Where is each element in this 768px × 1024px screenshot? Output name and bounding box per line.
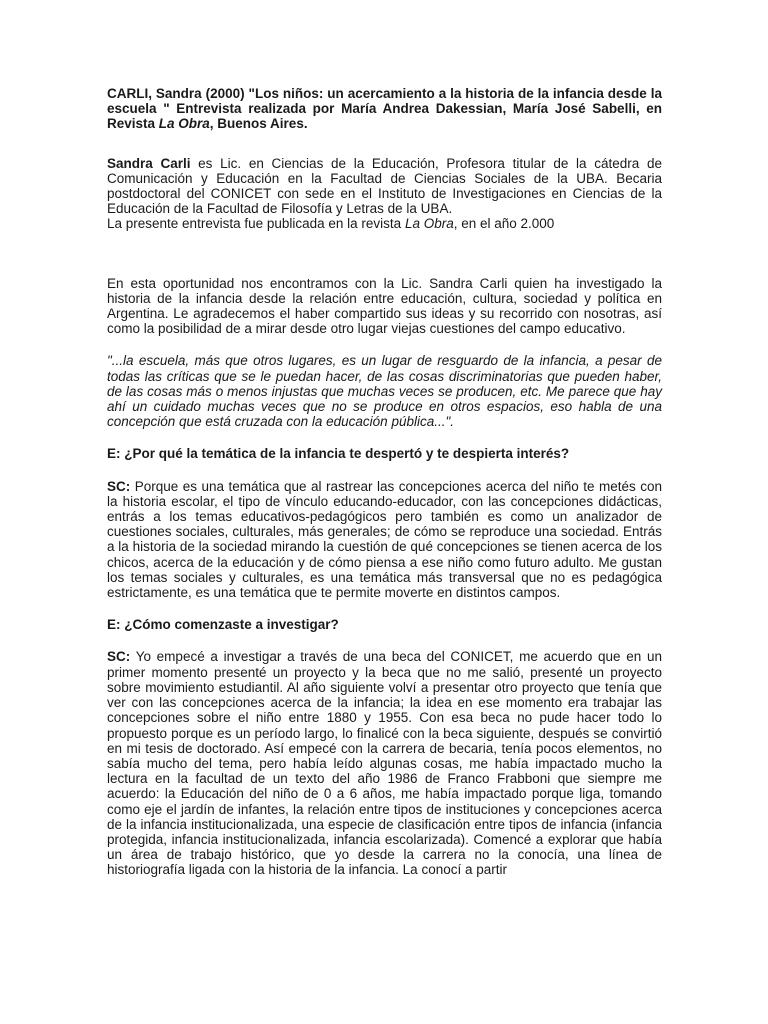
publication-year: , en el año 2.000 bbox=[453, 216, 555, 232]
publication-journal: La Obra bbox=[404, 216, 454, 232]
pull-quote: "...la escuela, más que otros lugares, es un lugar de resguardo de la infancia, a pesar de todas las críticas que se le puedan hacer, de las cosas discriminatorias que pueden haber, de las cosas más o menos injustas que muchas veces se producen, etc. Me parece que hay ahí un cuidado muchas veces que no se produce en otros espacios, eso habla de una concepción que está cruzada con la educación pública...". bbox=[107, 353, 662, 430]
citation-header bbox=[107, 86, 662, 132]
interview-question: E: ¿Cómo comenzaste a investigar? bbox=[107, 617, 339, 633]
journal-title: La Obra bbox=[158, 116, 210, 132]
answer-text: Porque es una temática que al rastrear las concepciones acerca del niño te metés con la historia escolar, el tipo de vínculo educando-educador, con las concepciones didácticas, entrás a los temas educativos-pedagógicos pero también es como un analizador de cuestiones sociales, culturales, más generales; de cómo se reproduce una sociedad. Entrás a la historia de la sociedad mirando la cuestión de qué concepciones se tienen acerca de los chicos, acerca de la educación y de cómo piensa a ese niño como futuro adulto. Me gustan los temas sociales y culturales, es una temática más transversal que no es pedagógica estrictamente, es una temática que te permite moverte en distintos campos. bbox=[107, 478, 662, 601]
interview-answer bbox=[107, 479, 662, 601]
author-bio-text: es Lic. en Ciencias de la Educación, Profesora titular de la cátedra de Comunicación y Educación en la Facultad de Ciencias Sociales de la UBA. Becaria postdoctoral del CONICET con sede en el Instituto de Investigaciones en Ciencias de la Educación de la Facultad de Filosofía y Letras de la UBA. bbox=[107, 155, 662, 217]
answer-text: Yo empecé a investigar a través de una beca del CONICET, me acuerdo que en un primer momento presenté un proyecto y la beca que no me salió, presenté un proyecto sobre movimiento estudiantil. Al año siguiente volví a presentar otro proyecto que tenía que ver con las concepciones acerca de la infancia; la idea en ese momento era trabajar las concepciones sobre el niño entre 1880 y 1955. Con esa beca no pude hacer todo lo propuesto porque es un período largo, lo finalicé con la beca siguiente, después se convirtió en mi tesis de doctorado. Así empecé con la carrera de becaria, tenía pocos elementos, no sabía mucho del tema, pero había leído algunas cosas, me había impactado mucho la lectura en la facultad de un texto del año 1986 de Franco Frabboni que siempre me acuerdo: la Educación del niño de 0 a 6 años, me había impactado porque liga, tomando como eje el jardín de infantes, la relación entre tipos de instituciones y concepciones acerca de la infancia institucionalizada, una especie de clasificación entre tipos de infancia (infancia protegida, infancia institucionalizada, infancia escolarizada). Comencé a explorar que había un área de trabajo histórico, que yo desde la carrera no la conocía, una línea de historiografía ligada con la historia de la infancia. La conocí a partir bbox=[107, 649, 662, 878]
author-name: Sandra Carli bbox=[107, 155, 191, 171]
interview-question: E: ¿Por qué la temática de la infancia te despertó y te despierta interés? bbox=[107, 446, 570, 462]
document-page bbox=[107, 86, 662, 878]
answer-label: SC: bbox=[107, 649, 131, 665]
answer-label: SC: bbox=[107, 478, 131, 494]
author-bio bbox=[107, 156, 662, 217]
intro-paragraph: En esta oportunidad nos encontramos con la Lic. Sandra Carli quien ha investigado la historia de la infancia desde la relación entre educación, cultura, sociedad y política en Argentina. Le agradecemos el haber compartido sus ideas y su recorrido con nosotras, así como la posibilidad de a mirar desde otro lugar viejas cuestiones del campo educativo. bbox=[107, 275, 662, 337]
publication-note-text: La presente entrevista fue publicada en la revista bbox=[107, 216, 405, 232]
citation-text: CARLI, Sandra (2000) "Los niños: un acercamiento a la historia de la infancia desde la escuela " Entrevista realizada por María Andrea Dakessian, María José Sabelli, en Revista bbox=[107, 86, 662, 132]
publication-note bbox=[107, 216, 662, 231]
interview-answer bbox=[107, 649, 662, 877]
citation-place: , Buenos Aires. bbox=[209, 116, 308, 132]
